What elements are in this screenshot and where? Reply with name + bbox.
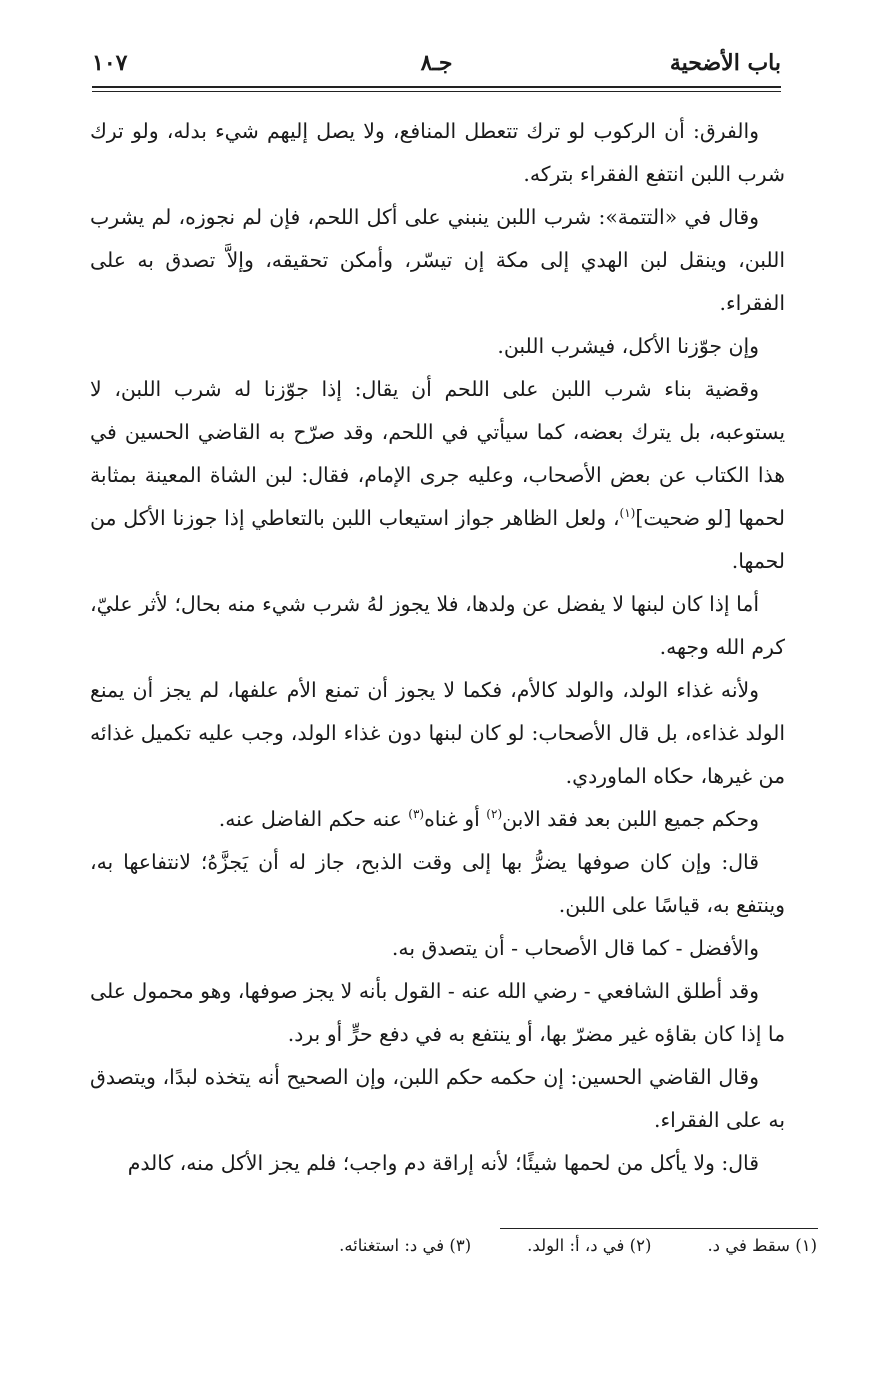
paragraph: والأفضل - كما قال الأصحاب - أن يتصدق به. — [391, 936, 759, 960]
header-rule-thin — [92, 91, 781, 92]
footnote-ref: (٢) — [486, 807, 503, 822]
footnote: (٣) في د: استغنائه. — [339, 1236, 472, 1255]
footnotes — [90, 1236, 817, 1255]
paragraph — [90, 798, 785, 841]
paragraph: وقال في «التتمة»: شرب اللبن ينبني على أكل اللحم، فإن لم نجوزه، لم يشرب اللبن، وينقل لبن الهدي إلى مكة إن تيسّر، وأمكن تحقيقه، وإلاَّ تصدق به على الفقراء. — [90, 205, 785, 315]
page-number: ١٠٧ — [92, 50, 128, 76]
footnote: (١) سقط في د. — [707, 1236, 817, 1255]
running-header — [92, 50, 781, 84]
volume-label: جـ٨ — [420, 50, 453, 76]
paragraph-text: عنه حكم الفاضل عنه. — [218, 807, 409, 831]
chapter-title: باب الأضحية — [669, 50, 781, 76]
paragraph: والفرق: أن الركوب لو ترك تتعطل المنافع، ولا يصل إليهم شيء بدله، ولو ترك شرب اللبن انتفع الفقراء بتركه. — [90, 119, 785, 186]
footnote-separator — [500, 1228, 818, 1229]
paragraph: ولأنه غذاء الولد، والولد كالأم، فكما لا يجوز أن تمنع الأم علفها، لم يجز أن يمنع الولد غذاءه، بل قال الأصحاب: لو كان لبنها دون غذاء الولد، وجب عليه تكميل غذائه من غيرها، حكاه الماوردي. — [90, 678, 785, 788]
paragraph: قال: ولا يأكل من لحمها شيئًا؛ لأنه إراقة دم واجب؛ فلم يجز الأكل منه، كالدم — [127, 1151, 759, 1175]
paragraph — [90, 368, 785, 583]
footnote-ref: (٣) — [408, 807, 425, 822]
header-rule-thick — [92, 86, 781, 88]
footnote-ref: (١) — [619, 506, 636, 521]
paragraph: وإن جوّزنا الأكل، فيشرب اللبن. — [497, 334, 759, 358]
paragraph-text: وحكم جميع اللبن بعد فقد الابن — [502, 807, 759, 831]
paragraph: وقد أطلق الشافعي - رضي الله عنه - القول بأنه لا يجز صوفها، وهو محمول على ما إذا كان بقاؤه غير مضرّ بها، أو ينتفع به في دفع حرٍّ أو برد. — [90, 979, 785, 1046]
paragraph: وقال القاضي الحسين: إن حكمه حكم اللبن، وإن الصحيح أنه يتخذه لبدًا، ويتصدق به على الفقراء. — [90, 1065, 785, 1132]
paragraph-text: أو غناه — [424, 807, 487, 831]
main-text — [90, 110, 785, 1185]
footnote: (٢) في د، أ: الولد. — [527, 1236, 652, 1255]
paragraph-text: ، ولعل الظاهر جواز استيعاب اللبن بالتعاطي إذا جوزنا الأكل من لحمها. — [90, 506, 785, 573]
paragraph-text: وقضية بناء شرب اللبن على اللحم أن يقال: إذا جوّزنا له شرب اللبن، لا يستوعبه، بل يترك بعضه، كما سيأتي في اللحم، وقد صرّح به القاضي الحسين في هذا الكتاب عن بعض الأصحاب، وعليه جرى الإمام، فقال: لبن الشاة المعينة بمثابة لحمها [لو ضحيت] — [90, 377, 786, 530]
paragraph: أما إذا كان لبنها لا يفضل عن ولدها، فلا يجوز لهُ شرب شيء منه بحال؛ لأثر عليّ، كرم الله وجهه. — [90, 592, 785, 659]
paragraph: قال: وإن كان صوفها يضرُّ بها إلى وقت الذبح، جاز له أن يَجزَّهُ؛ لانتفاعها به، وينتفع به، قياسًا على اللبن. — [90, 850, 785, 917]
